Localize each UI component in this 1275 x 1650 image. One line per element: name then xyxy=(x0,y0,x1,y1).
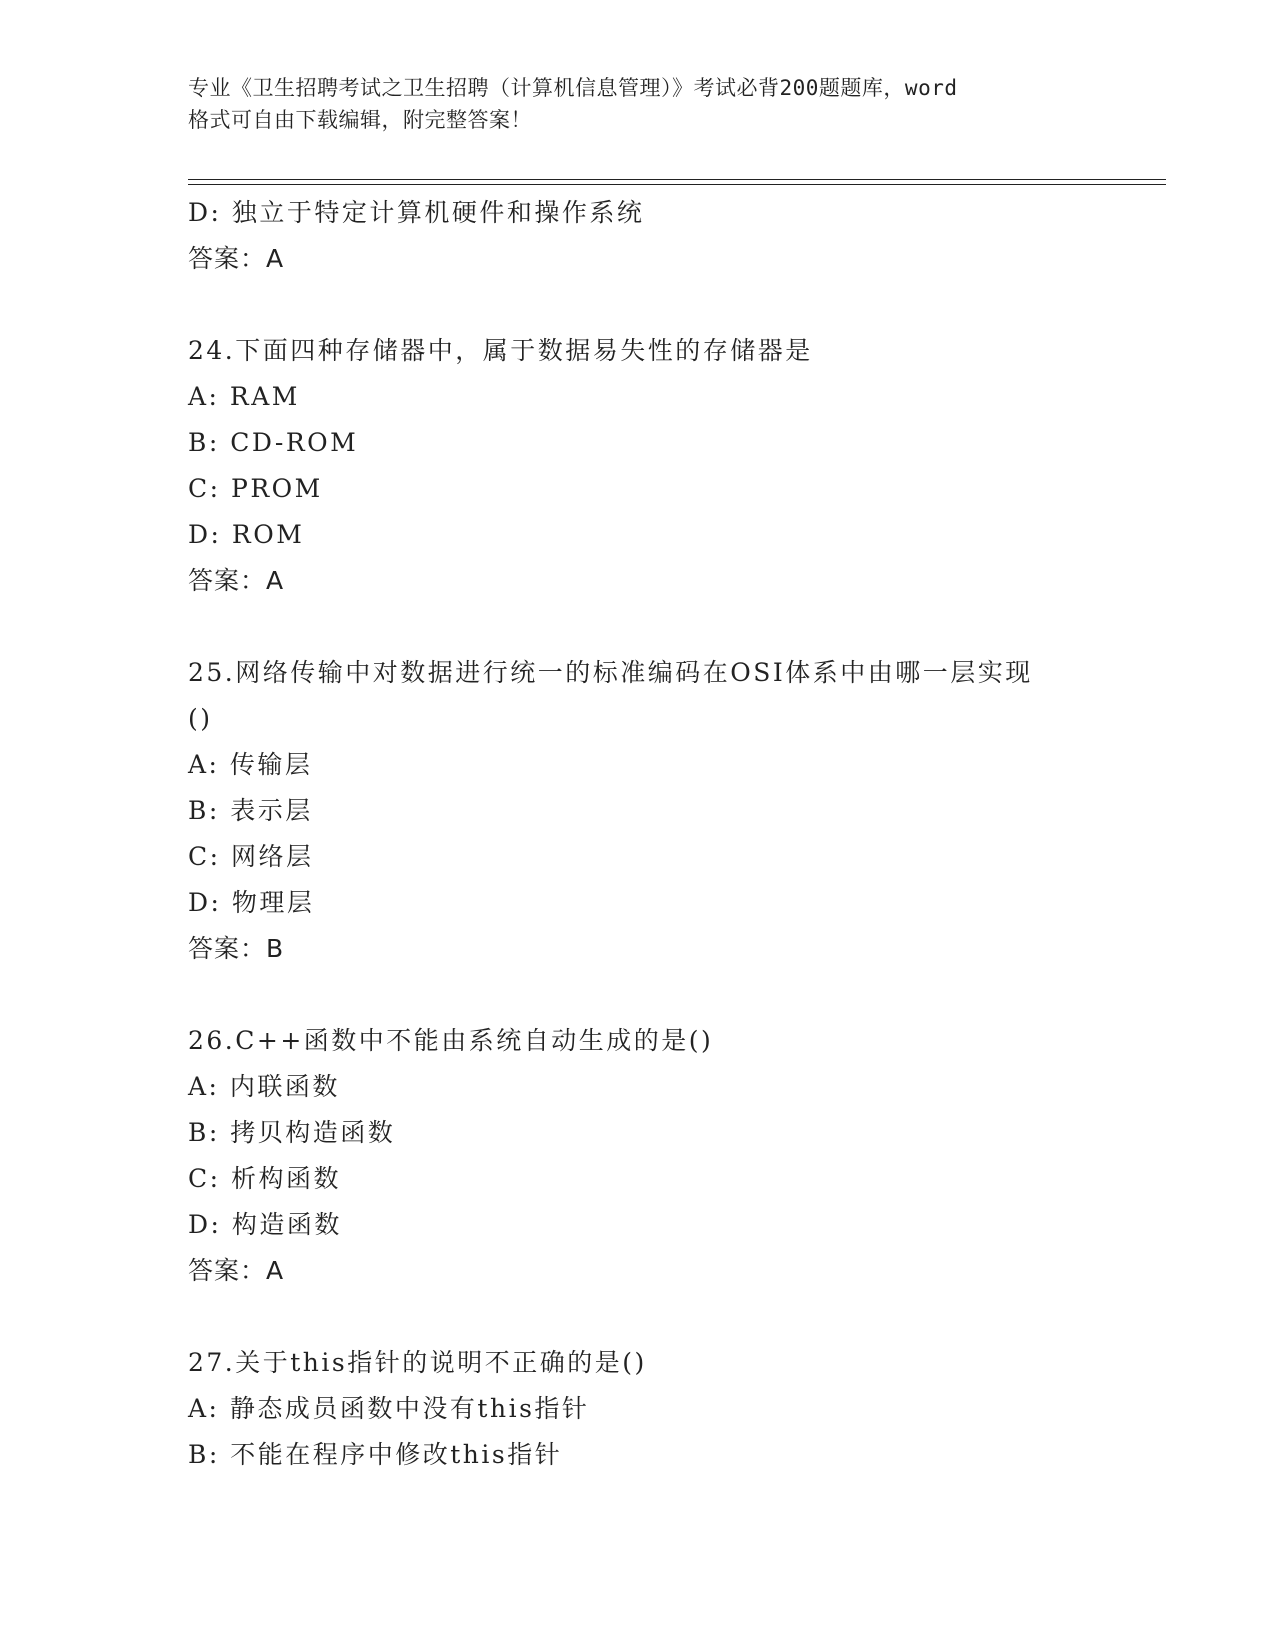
option-b: B: 表示层 xyxy=(188,796,313,825)
option-b: B: 不能在程序中修改this指针 xyxy=(188,1440,563,1469)
option-a: A: 传输层 xyxy=(188,750,313,779)
spacer xyxy=(188,282,1088,328)
option-d: D: 构造函数 xyxy=(188,1210,342,1239)
spacer xyxy=(188,972,1088,1018)
question-text-continued: () xyxy=(188,704,213,733)
option-b: B: 拷贝构造函数 xyxy=(188,1118,396,1147)
document-body xyxy=(188,190,1088,1478)
header-divider-bottom xyxy=(188,184,1166,185)
question-27 xyxy=(188,1340,1088,1478)
question-24 xyxy=(188,328,1088,604)
spacer xyxy=(188,604,1088,650)
header-title-line2: 格式可自由下载编辑，附完整答案！ xyxy=(188,108,532,132)
question-25 xyxy=(188,650,1088,972)
answer: 答案：A xyxy=(188,566,285,595)
question-text: 26.C++函数中不能由系统自动生成的是() xyxy=(188,1026,714,1055)
option-b: B: CD-ROM xyxy=(188,428,359,457)
spacer xyxy=(188,1294,1088,1340)
option-a: A: 静态成员函数中没有this指针 xyxy=(188,1394,590,1423)
option-c: C: 析构函数 xyxy=(188,1164,341,1193)
question-text: 27.关于this指针的说明不正确的是() xyxy=(188,1348,647,1377)
option-d: D: 物理层 xyxy=(188,888,315,917)
question-text: 25.网络传输中对数据进行统一的标准编码在OSI体系中由哪一层实现 xyxy=(188,658,1033,687)
option-c: C: PROM xyxy=(188,474,323,503)
header-divider-top xyxy=(188,179,1166,180)
option-c: C: 网络层 xyxy=(188,842,314,871)
question-26 xyxy=(188,1018,1088,1294)
option-d: D: 独立于特定计算机硬件和操作系统 xyxy=(188,198,645,227)
answer: 答案：A xyxy=(188,1256,285,1285)
answer: 答案：B xyxy=(188,934,285,963)
option-a: A: 内联函数 xyxy=(188,1072,340,1101)
option-d: D: ROM xyxy=(188,520,305,549)
answer: 答案：A xyxy=(188,244,285,273)
option-a: A: RAM xyxy=(188,382,300,411)
question-text: 24.下面四种存储器中，属于数据易失性的存储器是 xyxy=(188,336,813,365)
document-header xyxy=(188,72,1098,136)
header-title-line1: 专业《卫生招聘考试之卫生招聘（计算机信息管理）》考试必背200题题库，word xyxy=(188,76,958,100)
